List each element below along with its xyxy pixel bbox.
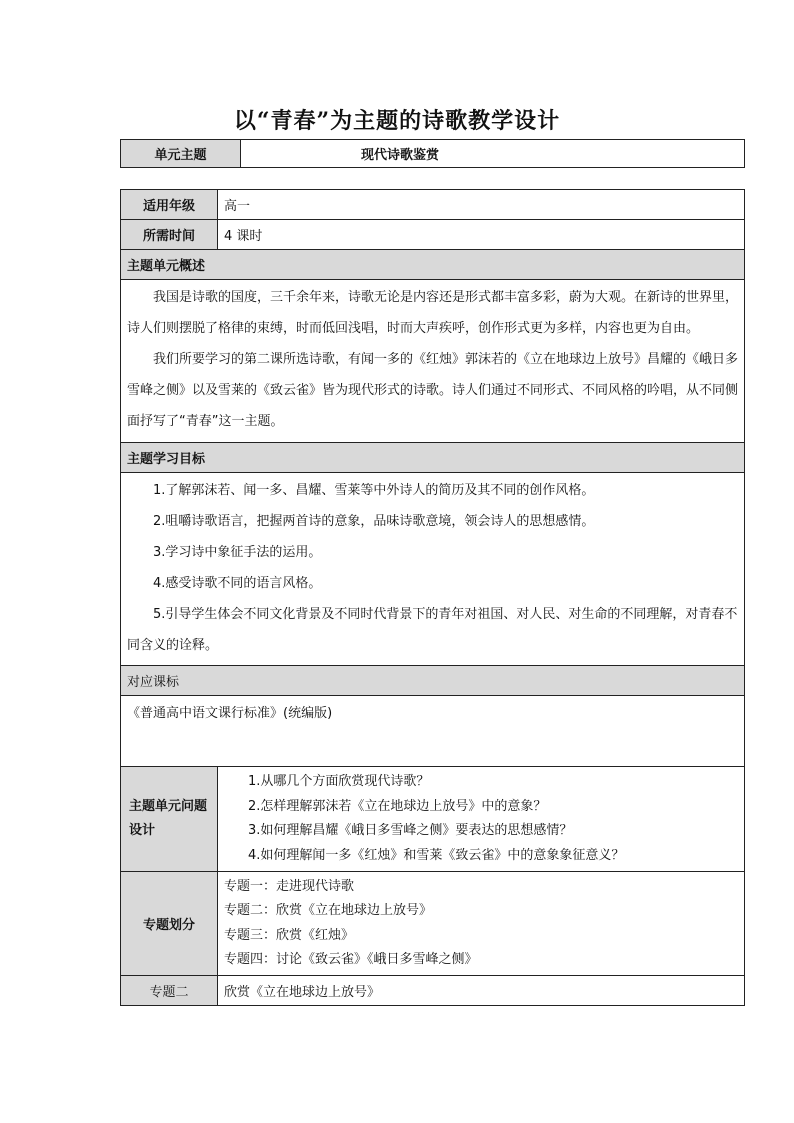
topics-label: 专题划分	[121, 872, 218, 976]
goals-heading: 主题学习目标	[121, 443, 745, 473]
topic2-row	[121, 976, 745, 1006]
question-item: 2.怎样理解郭沫若《立在地球边上放号》中的意象？	[248, 798, 547, 814]
goal-item: 4.感受诗歌不同的语言风格。	[153, 576, 322, 591]
grade-value: 高一	[218, 190, 745, 220]
goals-body-row	[121, 473, 745, 666]
page-title: 以“青春”为主题的诗歌教学设计	[233, 108, 561, 134]
standards-heading: 对应课标	[121, 666, 745, 696]
unit-theme-label: 单元主题	[121, 140, 241, 168]
topic-item: 专题二：欣赏《立在地球边上放号》	[224, 903, 433, 918]
question-item: 4.如何理解闻一多《红烛》和雪莱《致云雀》中的意象象征意义？	[248, 847, 625, 863]
unit-theme-table	[120, 139, 745, 168]
question-item: 3.如何理解昌耀《峨日多雪峰之侧》要表达的思想感情？	[248, 823, 573, 838]
grade-label: 适用年级	[121, 190, 218, 220]
question-item: 1.从哪几个方面欣赏现代诗歌？	[248, 774, 430, 789]
goals-body	[121, 473, 745, 666]
overview-header-row	[121, 250, 745, 280]
topic2-label: 专题二	[121, 976, 218, 1006]
goal-item: 1.了解郭沫若、闻一多、昌耀、雪莱等中外诗人的简历及其不同的创作风格。	[153, 483, 595, 498]
standards-body-row	[121, 696, 745, 767]
lesson-design-table	[120, 189, 745, 1006]
goal-item: 3.学习诗中象征手法的运用。	[153, 545, 322, 560]
standards-value: 《普通高中语文课行标准》(统编版)	[121, 696, 745, 767]
overview-paragraph: 我们所要学习的第二课所选诗歌，有闻一多的《红烛》郭沫若的《立在地球边上放号》昌耀的《峨日多雪峰之侧》以及雪莱的《致云雀》皆为现代形式的诗歌。诗人们通过不同形式、不同风格的吟唱，从不同侧面抒写了“青春”这一主题。	[127, 352, 739, 429]
grade-row	[121, 190, 745, 220]
goals-header-row	[121, 443, 745, 473]
overview-heading: 主题单元概述	[121, 250, 745, 280]
overview-body-row	[121, 280, 745, 443]
standards-header-row	[121, 666, 745, 696]
topics-row	[121, 872, 745, 976]
overview-paragraph: 我国是诗歌的国度，三千余年来，诗歌无论是内容还是形式都丰富多彩，蔚为大观。在新诗的世界里，诗人们则摆脱了格律的束缚，时而低回浅唱，时而大声疾呼，创作形式更为多样，内容也更为自由。	[127, 290, 739, 336]
questions-row	[121, 767, 745, 872]
questions-list	[218, 767, 745, 872]
time-label: 所需时间	[121, 220, 218, 250]
time-value: 4 课时	[218, 220, 745, 250]
questions-label: 主题单元问题设计	[121, 767, 218, 872]
time-row	[121, 220, 745, 250]
goal-item: 2.咀嚼诗歌语言，把握两首诗的意象，品味诗歌意境，领会诗人的思想感情。	[153, 514, 595, 529]
topic2-value: 欣赏《立在地球边上放号》	[218, 976, 745, 1006]
topic-item: 专题一：走进现代诗歌	[224, 878, 355, 894]
goal-item: 5.引导学生体会不同文化背景及不同时代背景下的青年对祖国、对人民、对生命的不同理解，对青春不同含义的诠释。	[127, 607, 738, 653]
overview-body	[121, 280, 745, 443]
topics-list	[218, 872, 745, 976]
topic-item: 专题三：欣赏《红烛》	[224, 927, 355, 943]
unit-theme-row	[121, 140, 745, 168]
unit-theme-value: 现代诗歌鉴赏	[241, 140, 745, 168]
topic-item: 专题四：讨论《致云雀》《峨日多雪峰之侧》	[224, 952, 478, 967]
